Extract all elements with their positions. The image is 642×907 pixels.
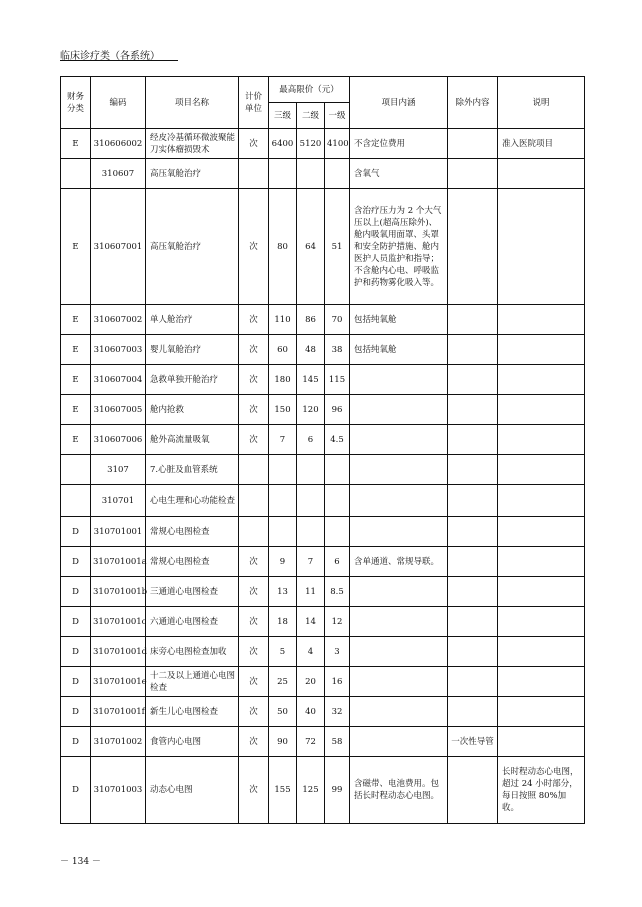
row-price-level1 (325, 485, 350, 517)
row-unit: 次 (239, 547, 269, 577)
row-unit: 次 (239, 129, 269, 159)
row-price-level3: 50 (269, 697, 297, 727)
row-code: 310701002 (91, 727, 146, 757)
row-unit: 次 (239, 757, 269, 824)
table-row (61, 697, 585, 727)
row-category (61, 159, 91, 189)
row-price-level1: 58 (325, 727, 350, 757)
row-code: 310607006 (91, 425, 146, 455)
header-rule (60, 60, 178, 61)
row-exclusions (448, 697, 498, 727)
row-name: 常规心电图检查 (146, 547, 239, 577)
header-code: 编码 (91, 77, 146, 129)
row-content (350, 577, 448, 607)
row-exclusions (448, 485, 498, 517)
row-content (350, 697, 448, 727)
row-code: 310607005 (91, 395, 146, 425)
row-content: 包括纯氧舱 (350, 335, 448, 365)
row-unit: 次 (239, 667, 269, 697)
row-price-level1: 115 (325, 365, 350, 395)
row-unit (239, 455, 269, 485)
row-price-level2 (297, 485, 325, 517)
header-level3: 三级 (269, 103, 297, 129)
row-exclusions (448, 395, 498, 425)
row-notes: 长时程动态心电图，超过 24 小时部分，每日按照 80%加收。 (498, 757, 585, 824)
row-category: E (61, 335, 91, 365)
row-unit (239, 485, 269, 517)
header-unit: 计价单位 (239, 77, 269, 129)
row-price-level1: 3 (325, 637, 350, 667)
row-exclusions (448, 577, 498, 607)
row-price-level2: 40 (297, 697, 325, 727)
row-price-level3 (269, 517, 297, 547)
row-category (61, 485, 91, 517)
row-code: 310607003 (91, 335, 146, 365)
row-code: 310701 (91, 485, 146, 517)
row-category: E (61, 365, 91, 395)
table-row (61, 607, 585, 637)
row-content: 包括纯氧舱 (350, 305, 448, 335)
row-price-level3: 180 (269, 365, 297, 395)
row-name: 心电生理和心功能检查 (146, 485, 239, 517)
row-price-level1: 51 (325, 189, 350, 305)
row-category: D (61, 577, 91, 607)
table-row (61, 455, 585, 485)
row-category: E (61, 305, 91, 335)
header-name: 项目名称 (146, 77, 239, 129)
row-category: D (61, 517, 91, 547)
row-name: 高压氧舱治疗 (146, 159, 239, 189)
row-exclusions: 一次性导管 (448, 727, 498, 757)
table-row (61, 547, 585, 577)
row-price-level1: 70 (325, 305, 350, 335)
table-row (61, 757, 585, 824)
row-price-level2: 7 (297, 547, 325, 577)
header-category: 财务分类 (61, 77, 91, 129)
row-name: 床旁心电图检查加收 (146, 637, 239, 667)
row-content (350, 485, 448, 517)
row-code: 310701001d (91, 637, 146, 667)
row-code: 310701001 (91, 517, 146, 547)
header-content: 项目内涵 (350, 77, 448, 129)
row-notes (498, 547, 585, 577)
row-notes (498, 159, 585, 189)
row-price-level1 (325, 159, 350, 189)
row-price-level3: 7 (269, 425, 297, 455)
row-category: D (61, 697, 91, 727)
row-name: 新生儿心电图检查 (146, 697, 239, 727)
row-price-level2: 64 (297, 189, 325, 305)
row-price-level1: 96 (325, 395, 350, 425)
page-header: 临床诊疗类（各系统） (60, 51, 160, 62)
row-notes (498, 517, 585, 547)
row-price-level1: 12 (325, 607, 350, 637)
row-exclusions (448, 667, 498, 697)
table-row (61, 159, 585, 189)
row-unit: 次 (239, 637, 269, 667)
row-notes: 准入医院项目 (498, 129, 585, 159)
row-category: D (61, 547, 91, 577)
row-price-level2: 48 (297, 335, 325, 365)
table-row (61, 425, 585, 455)
row-notes (498, 455, 585, 485)
table-row (61, 637, 585, 667)
row-price-level1 (325, 455, 350, 485)
row-exclusions (448, 425, 498, 455)
row-price-level1: 16 (325, 667, 350, 697)
row-price-level3: 150 (269, 395, 297, 425)
row-category: E (61, 189, 91, 305)
table-row (61, 365, 585, 395)
row-content: 含治疗压力为 2 个大气压以上(超高压除外)、舱内吸氧用面罩、头罩和安全防护措施、舱内医护人员监护和指导；不含舱内心电、呼吸监护和药物雾化吸入等。 (350, 189, 448, 305)
row-notes (498, 365, 585, 395)
row-code: 310701001a (91, 547, 146, 577)
header-exclusions: 除外内容 (448, 77, 498, 129)
row-unit (239, 159, 269, 189)
row-price-level1 (325, 517, 350, 547)
row-code: 310701001e (91, 667, 146, 697)
row-price-level3: 80 (269, 189, 297, 305)
header-level1: 一级 (325, 103, 350, 129)
row-price-level3: 60 (269, 335, 297, 365)
row-exclusions (448, 517, 498, 547)
row-name: 婴儿氧舱治疗 (146, 335, 239, 365)
row-name: 高压氧舱治疗 (146, 189, 239, 305)
header-notes: 说明 (498, 77, 585, 129)
row-content: 含磁带、电池费用。包括长时程动态心电图。 (350, 757, 448, 824)
row-name: 动态心电图 (146, 757, 239, 824)
row-price-level3 (269, 485, 297, 517)
row-notes (498, 727, 585, 757)
row-content: 含单通道、常规导联。 (350, 547, 448, 577)
row-price-level3: 155 (269, 757, 297, 824)
table-row (61, 485, 585, 517)
page-number: － 134 － (60, 857, 101, 867)
row-content (350, 667, 448, 697)
row-price-level2 (297, 159, 325, 189)
row-notes (498, 335, 585, 365)
table-row (61, 577, 585, 607)
row-category: E (61, 425, 91, 455)
row-notes (498, 697, 585, 727)
row-content (350, 365, 448, 395)
row-exclusions (448, 637, 498, 667)
row-notes (498, 305, 585, 335)
row-exclusions (448, 159, 498, 189)
row-exclusions (448, 129, 498, 159)
row-name: 舱外高流量吸氧 (146, 425, 239, 455)
row-price-level2: 125 (297, 757, 325, 824)
row-code: 310607001 (91, 189, 146, 305)
row-name: 7.心脏及血管系统 (146, 455, 239, 485)
row-notes (498, 637, 585, 667)
row-name: 单人舱治疗 (146, 305, 239, 335)
row-category: D (61, 637, 91, 667)
row-code: 310607002 (91, 305, 146, 335)
row-content (350, 517, 448, 547)
row-content (350, 395, 448, 425)
row-price-level3: 13 (269, 577, 297, 607)
row-exclusions (448, 547, 498, 577)
row-code: 310607 (91, 159, 146, 189)
row-notes (498, 667, 585, 697)
row-code: 310701001f (91, 697, 146, 727)
row-exclusions (448, 365, 498, 395)
row-price-level1: 8.5 (325, 577, 350, 607)
row-content (350, 637, 448, 667)
row-price-level1: 4100 (325, 129, 350, 159)
row-name: 十二及以上通道心电图检查 (146, 667, 239, 697)
row-code: 3107 (91, 455, 146, 485)
row-exclusions (448, 757, 498, 824)
row-exclusions (448, 305, 498, 335)
row-notes (498, 485, 585, 517)
table-row (61, 335, 585, 365)
table-row (61, 667, 585, 697)
row-price-level2: 86 (297, 305, 325, 335)
row-unit: 次 (239, 577, 269, 607)
row-price-level3: 90 (269, 727, 297, 757)
fee-table (60, 76, 585, 824)
row-price-level2: 145 (297, 365, 325, 395)
row-unit: 次 (239, 727, 269, 757)
row-unit: 次 (239, 335, 269, 365)
row-content (350, 607, 448, 637)
row-price-level2 (297, 517, 325, 547)
table-row (61, 129, 585, 159)
row-category: D (61, 727, 91, 757)
row-price-level3: 5 (269, 637, 297, 667)
row-price-level1: 6 (325, 547, 350, 577)
row-content (350, 455, 448, 485)
row-content (350, 425, 448, 455)
row-category: E (61, 395, 91, 425)
row-code: 310701001c (91, 607, 146, 637)
table-row (61, 727, 585, 757)
row-unit: 次 (239, 697, 269, 727)
row-notes (498, 395, 585, 425)
row-exclusions (448, 189, 498, 305)
table-row (61, 189, 585, 305)
row-name: 六通道心电图检查 (146, 607, 239, 637)
row-unit: 次 (239, 189, 269, 305)
row-notes (498, 607, 585, 637)
table-row (61, 517, 585, 547)
row-unit: 次 (239, 395, 269, 425)
row-notes (498, 425, 585, 455)
row-name: 经皮冷基循环微波聚能刀实体瘤损毁术 (146, 129, 239, 159)
row-unit: 次 (239, 365, 269, 395)
row-unit: 次 (239, 425, 269, 455)
row-exclusions (448, 455, 498, 485)
row-price-level2: 11 (297, 577, 325, 607)
row-price-level1: 32 (325, 697, 350, 727)
row-code: 310701001b (91, 577, 146, 607)
row-price-level1: 38 (325, 335, 350, 365)
row-category (61, 455, 91, 485)
row-content (350, 727, 448, 757)
row-code: 310607004 (91, 365, 146, 395)
row-price-level2 (297, 455, 325, 485)
row-price-level2: 4 (297, 637, 325, 667)
row-price-level2: 6 (297, 425, 325, 455)
header-max-price: 最高限价（元） (269, 77, 350, 103)
row-price-level2: 72 (297, 727, 325, 757)
row-name: 食管内心电图 (146, 727, 239, 757)
row-name: 舱内抢救 (146, 395, 239, 425)
row-unit: 次 (239, 305, 269, 335)
table-row (61, 395, 585, 425)
row-notes (498, 577, 585, 607)
row-name: 急救单独开舱治疗 (146, 365, 239, 395)
row-price-level2: 120 (297, 395, 325, 425)
row-price-level3: 110 (269, 305, 297, 335)
row-price-level2: 20 (297, 667, 325, 697)
row-price-level1: 4.5 (325, 425, 350, 455)
row-price-level3: 18 (269, 607, 297, 637)
row-category: D (61, 757, 91, 824)
row-name: 三通道心电图检查 (146, 577, 239, 607)
row-content: 含氧气 (350, 159, 448, 189)
row-name: 常规心电图检查 (146, 517, 239, 547)
row-price-level3 (269, 455, 297, 485)
row-category: D (61, 667, 91, 697)
row-code: 310606002 (91, 129, 146, 159)
row-category: D (61, 607, 91, 637)
row-content: 不含定位费用 (350, 129, 448, 159)
row-price-level3: 9 (269, 547, 297, 577)
table-row (61, 305, 585, 335)
row-category: E (61, 129, 91, 159)
row-unit: 次 (239, 607, 269, 637)
row-price-level3: 25 (269, 667, 297, 697)
row-notes (498, 189, 585, 305)
row-price-level3 (269, 159, 297, 189)
header-level2: 二级 (297, 103, 325, 129)
row-price-level2: 14 (297, 607, 325, 637)
row-price-level3: 6400 (269, 129, 297, 159)
row-price-level2: 5120 (297, 129, 325, 159)
row-exclusions (448, 607, 498, 637)
row-exclusions (448, 335, 498, 365)
row-unit (239, 517, 269, 547)
row-price-level1: 99 (325, 757, 350, 824)
row-code: 310701003 (91, 757, 146, 824)
